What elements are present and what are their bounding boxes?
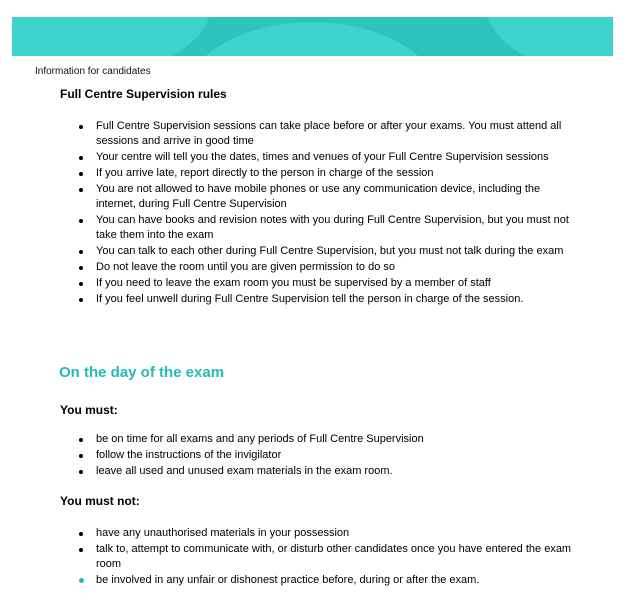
list-item: You are not allowed to have mobile phones or use any communication device, including the internet, during Full Centre Supervision [79, 182, 579, 212]
bullet-icon [79, 548, 83, 552]
list-item: have any unauthorised materials in your possession [79, 526, 579, 541]
header-banner [12, 17, 613, 56]
list-item: Your centre will tell you the dates, times and venues of your Full Centre Supervision sessions [79, 150, 579, 165]
list-item: If you feel unwell during Full Centre Supervision tell the person in charge of the session. [79, 292, 579, 307]
list-item: If you need to leave the exam room you must be supervised by a member of staff [79, 276, 579, 291]
bullet-icon [79, 219, 83, 223]
list-item: You can talk to each other during Full Centre Supervision, but you must not talk during the exam [79, 244, 579, 259]
list-item: Do not leave the room until you are given permission to do so [79, 260, 579, 275]
bullet-icon [79, 172, 83, 176]
list-item: follow the instructions of the invigilator [79, 448, 579, 463]
bullet-icon [79, 156, 83, 160]
bullet-icon [79, 125, 83, 129]
bullet-icon [79, 532, 83, 536]
you-must-title: You must: [60, 403, 118, 417]
exam-day-heading: On the day of the exam [59, 364, 225, 381]
list-item: be on time for all exams and any periods of Full Centre Supervision [79, 432, 579, 447]
bullet-icon [79, 454, 83, 458]
list-item: be involved in any unfair or dishonest practice before, during or after the exam. [79, 573, 579, 588]
bullet-icon [79, 578, 84, 583]
bullet-icon [79, 438, 83, 442]
list-item: talk to, attempt to communicate with, or disturb other candidates once you have entered the exam room [79, 542, 579, 572]
bullet-icon [79, 266, 83, 270]
bullet-icon [79, 250, 83, 254]
you-must-not-title: You must not: [60, 494, 140, 508]
banner-decoration [182, 22, 442, 56]
bullet-icon [79, 470, 83, 474]
document-header-label: Information for candidates [35, 66, 151, 77]
bullet-icon [79, 282, 83, 286]
list-item: leave all used and unused exam materials in the exam room. [79, 464, 579, 479]
list-item: If you arrive late, report directly to the person in charge of the session [79, 166, 579, 181]
supervision-rules-title: Full Centre Supervision rules [60, 87, 227, 101]
list-item: You can have books and revision notes with you during Full Centre Supervision, but you must not take them into the exam [79, 213, 579, 243]
supervision-rules-list [79, 119, 579, 308]
you-must-not-list [79, 526, 579, 589]
bullet-icon [79, 188, 83, 192]
banner-decoration [482, 17, 613, 56]
banner-decoration [12, 17, 212, 56]
bullet-icon [79, 298, 83, 302]
you-must-list [79, 432, 579, 480]
list-item: Full Centre Supervision sessions can take place before or after your exams. You must attend all sessions and arrive in good time [79, 119, 579, 149]
